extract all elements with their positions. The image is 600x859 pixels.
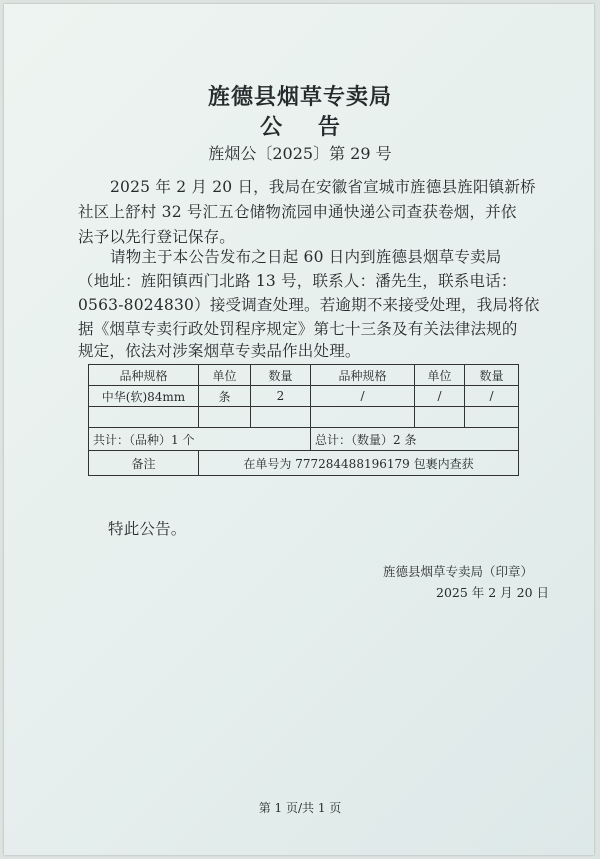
header-cell: 单位 bbox=[415, 365, 465, 386]
total-varieties: 共计：（品种）1 个 bbox=[89, 428, 311, 451]
seized-items-table bbox=[88, 364, 519, 476]
table-total-row bbox=[89, 428, 519, 451]
header-cell: 品种规格 bbox=[89, 365, 199, 386]
header-cell: 品种规格 bbox=[311, 365, 415, 386]
agency-title: 旌德县烟草专卖局 bbox=[207, 84, 392, 110]
paragraph1-line: 法予以先行登记保存。 bbox=[78, 228, 236, 246]
paragraph2-line: 请物主于本公告发布之日起 60 日内到旌德县烟草专卖局 bbox=[110, 248, 502, 266]
table-cell: 中华(软)84mm bbox=[89, 386, 199, 407]
signature-org: 旌德县烟草专卖局（印章） bbox=[383, 564, 534, 579]
paragraph2-line: 0563-8024830）接受调查处理。若逾期不来接受处理，我局将依 bbox=[78, 296, 540, 314]
paragraph1-line: 2025 年 2 月 20 日，我局在安徽省宣城市旌德县旌阳镇新桥 bbox=[110, 178, 536, 196]
table-header-row bbox=[89, 365, 519, 386]
table-cell: 条 bbox=[199, 386, 251, 407]
table-remark-row bbox=[89, 451, 519, 476]
total-quantity: 总计：（数量）2 条 bbox=[311, 428, 519, 451]
table-cell bbox=[415, 407, 465, 428]
table-cell bbox=[251, 407, 311, 428]
table-row bbox=[89, 407, 519, 428]
table-cell: / bbox=[311, 386, 415, 407]
table-cell bbox=[89, 407, 199, 428]
header-cell: 数量 bbox=[465, 365, 519, 386]
notice-title: 公 告 bbox=[260, 114, 354, 140]
paragraph1-line: 社区上舒村 32 号汇五仓储物流园申通快递公司查获卷烟，并依 bbox=[78, 203, 517, 221]
remark-value: 在单号为 777284488196179 包裹内查获 bbox=[199, 451, 519, 476]
table-cell: / bbox=[465, 386, 519, 407]
header-cell: 数量 bbox=[251, 365, 311, 386]
page-footer: 第 1 页/共 1 页 bbox=[258, 801, 342, 815]
table-cell bbox=[199, 407, 251, 428]
table-row bbox=[89, 386, 519, 407]
table-cell: 2 bbox=[251, 386, 311, 407]
paragraph2-line: （地址：旌阳镇西门北路 13 号，联系人：潘先生，联系电话： bbox=[78, 272, 517, 290]
closing-text: 特此公告。 bbox=[108, 520, 187, 538]
header-cell: 单位 bbox=[199, 365, 251, 386]
signature-date: 2025 年 2 月 20 日 bbox=[436, 585, 550, 600]
table-cell: / bbox=[415, 386, 465, 407]
document-number: 旌烟公〔2025〕第 29 号 bbox=[208, 144, 392, 163]
paragraph2-line: 规定，依法对涉案烟草专卖品作出处理。 bbox=[78, 342, 361, 360]
table-cell bbox=[465, 407, 519, 428]
table-cell bbox=[311, 407, 415, 428]
paragraph2-line: 据《烟草专卖行政处罚程序规定》第七十三条及有关法律法规的 bbox=[78, 320, 518, 338]
remark-label: 备注 bbox=[89, 451, 199, 476]
